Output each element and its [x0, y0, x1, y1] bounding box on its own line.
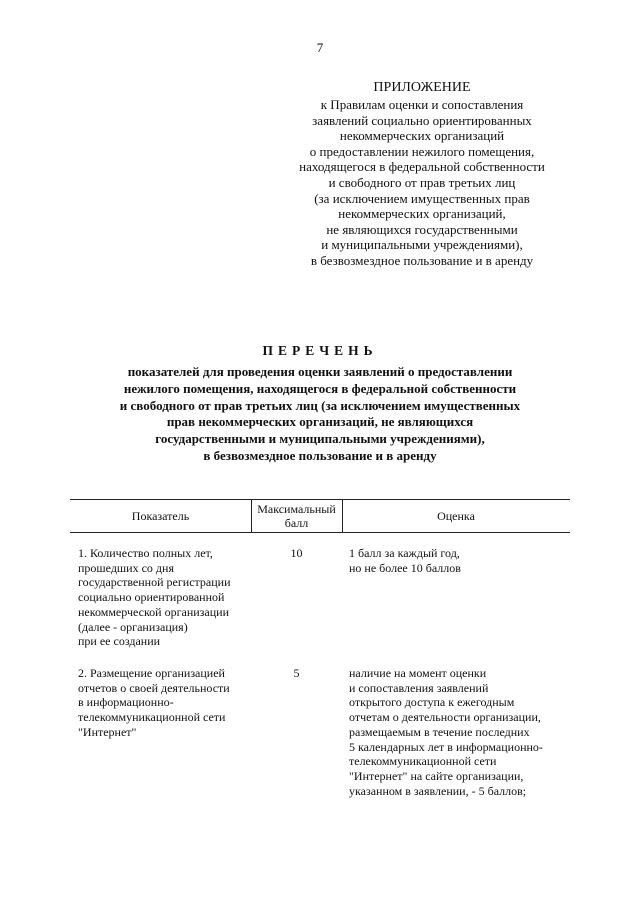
assessment-line: отчетам о деятельности организации, [349, 710, 541, 725]
subtitle-line: государственными и муниципальными учреждениями), [155, 431, 485, 447]
assessment-line: 1 балл за каждый год, [349, 546, 460, 560]
assessment-line: телекоммуникационной сети [349, 754, 497, 769]
appendix-line: некоммерческих организаций [339, 128, 505, 144]
appendix-line: к Правилам оценки и сопоставления [320, 97, 524, 112]
row-2-assessment [349, 666, 569, 798]
appendix-title: ПРИЛОЖЕНИЕ [373, 80, 471, 95]
table-header-bottom-rule [70, 532, 570, 533]
row-2-max-score: 5 [293, 666, 300, 680]
header-max-score [251, 502, 342, 530]
indicator-line: некоммерческой организации [78, 604, 230, 619]
indicator-line: "Интернет" [78, 724, 137, 739]
row-1-indicator [78, 546, 250, 649]
indicator-line: при ее создании [78, 634, 161, 649]
list-subtitle [70, 364, 570, 465]
list-heading: ПЕРЕЧЕНЬ [262, 343, 378, 358]
header-indicator: Показатель [131, 509, 190, 523]
subtitle-line: в безвозмездное пользование и в аренду [203, 447, 437, 463]
header-max-score-line: Максимальный [257, 502, 336, 516]
assessment-line: "Интернет" на сайте организации, [349, 768, 524, 783]
appendix-line: не являющихся государственными [326, 221, 518, 237]
appendix-line: и муниципальными учреждениями), [321, 237, 523, 253]
row-1-assessment [349, 546, 569, 575]
header-max-score-line: балл [284, 516, 309, 530]
assessment-line: но не более 10 баллов [349, 560, 461, 575]
indicator-line: отчетов о своей деятельности [78, 680, 230, 695]
page-number: 7 [316, 40, 324, 55]
table-top-rule [70, 499, 570, 500]
subtitle-line: нежилого помещения, находящегося в федеральной собственности [123, 380, 517, 396]
assessment-line: 5 календарных лет в информационно- [349, 739, 543, 754]
appendix-line: находящегося в федеральной собственности [299, 159, 545, 175]
indicator-line: социально ориентированной [78, 590, 225, 605]
appendix-line: и свободного от прав третьих лиц [328, 174, 516, 190]
appendix-line: некоммерческих организаций, [338, 206, 506, 222]
indicator-line: телекоммуникационной сети [78, 710, 226, 725]
subtitle-line: показателей для проведения оценки заявлений о предоставлении [127, 364, 513, 379]
subtitle-line: прав некоммерческих организаций, не являющихся [166, 414, 474, 430]
indicator-line: в информационно- [78, 695, 174, 710]
indicator-line: 2. Размещение организацией [78, 666, 225, 680]
assessment-line: и сопоставления заявлений [349, 680, 489, 695]
appendix-line: в безвозмездное пользование и в аренду [310, 252, 534, 268]
indicator-line: государственной регистрации [78, 575, 231, 590]
subtitle-line: и свободного от прав третьих лиц (за исключением имущественных [119, 397, 521, 413]
assessment-line: размещаемым в течение последних [349, 724, 530, 739]
assessment-line: указанном в заявлении, - 5 баллов; [349, 783, 527, 798]
indicator-line: 1. Количество полных лет, [78, 546, 213, 560]
appendix-line: о предоставлении нежилого помещения, [309, 143, 535, 159]
row-2-indicator [78, 666, 250, 740]
row-1-max-score: 10 [290, 546, 303, 560]
assessment-line: наличие на момент оценки [349, 666, 487, 680]
indicator-line: прошедших со дня [78, 560, 174, 575]
indicator-line: (далее - организация) [78, 619, 188, 634]
header-assessment: Оценка [437, 509, 475, 523]
appendix-line: заявлений социально ориентированных [312, 112, 532, 128]
appendix-line: (за исключением имущественных прав [314, 190, 530, 206]
assessment-line: открытого доступа к ежегодным [349, 695, 515, 710]
appendix-block [262, 80, 582, 269]
